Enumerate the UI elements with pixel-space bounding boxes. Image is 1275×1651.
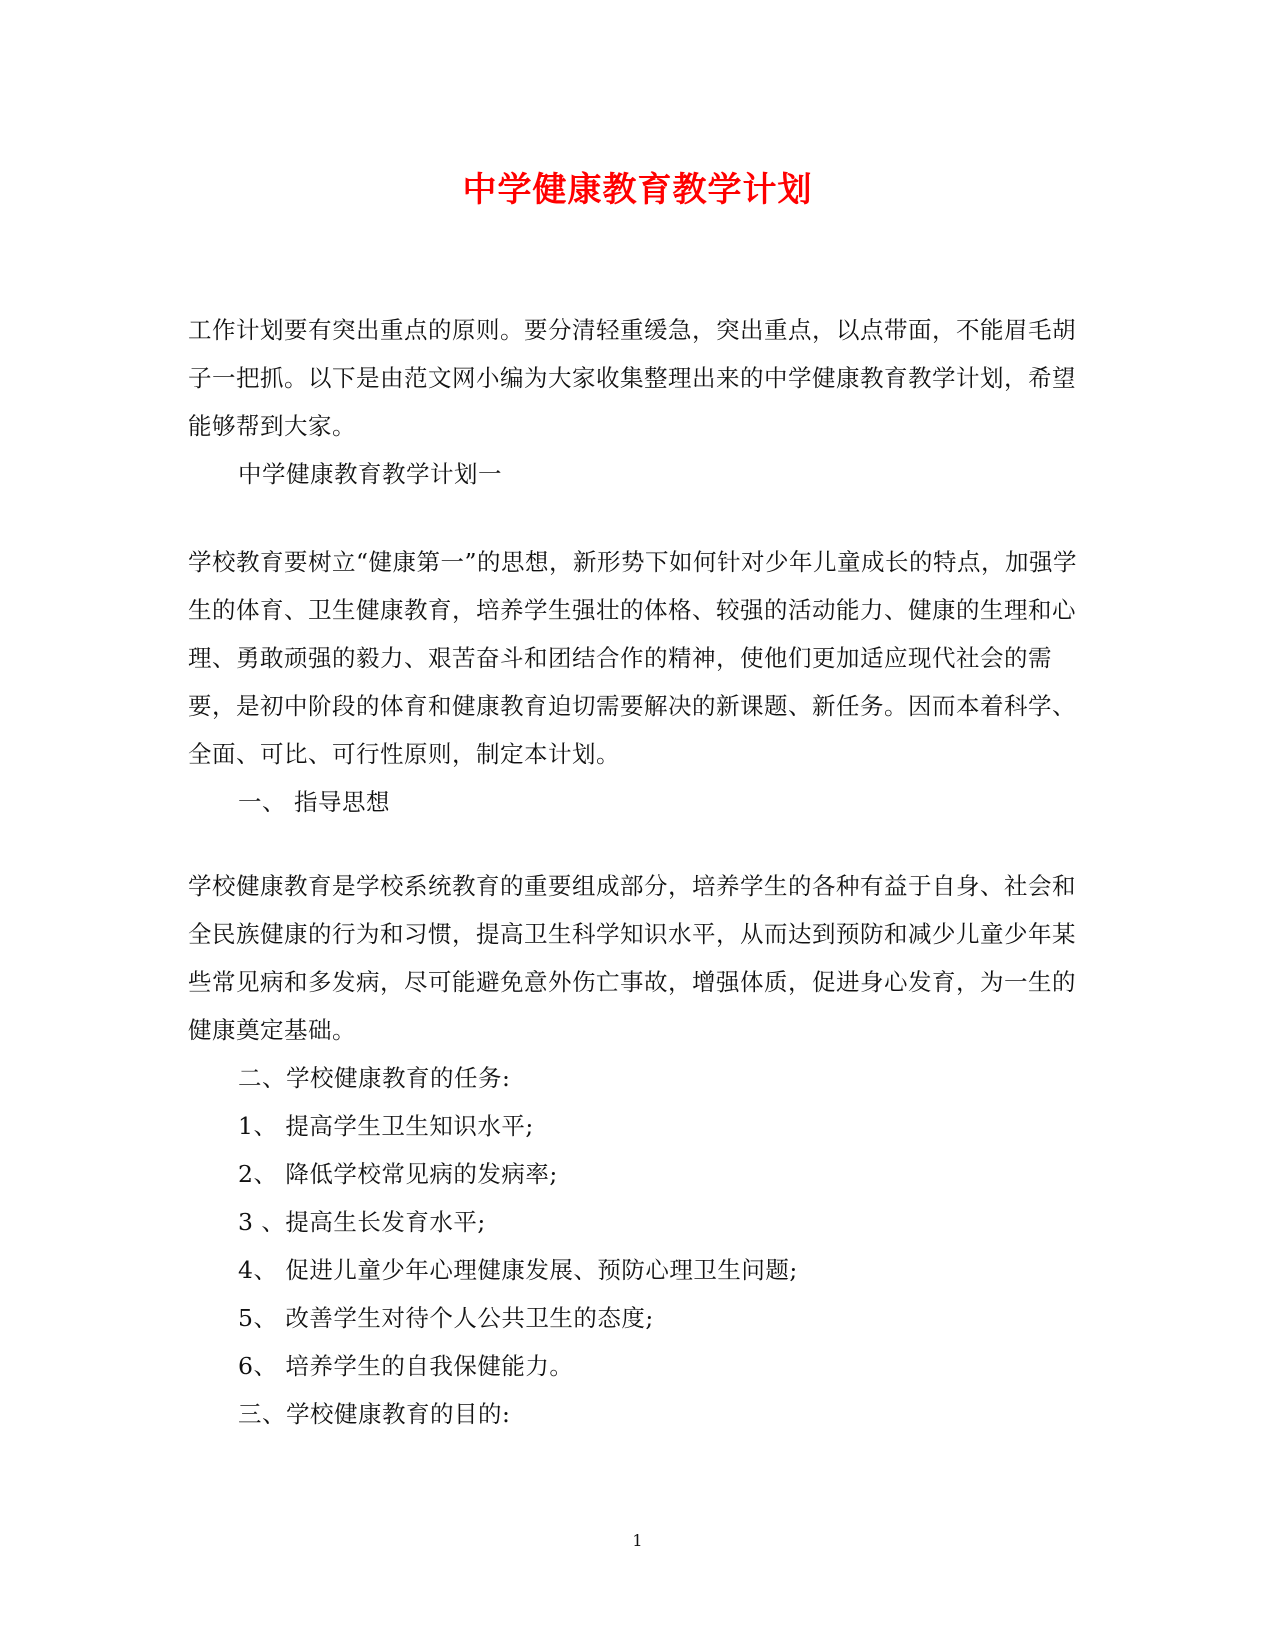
task-item-4: 4、 促进儿童少年心理健康发展、预防心理卫生问题; <box>238 1256 798 1284</box>
task-item-5: 5、 改善学生对待个人公共卫生的态度; <box>238 1304 654 1332</box>
task-item-6: 6、 培养学生的自我保健能力。 <box>238 1352 574 1380</box>
task-item-3: 3 、提高生长发育水平; <box>238 1208 486 1236</box>
section2-heading: 二、学校健康教育的任务: <box>238 1064 511 1092</box>
page-number: 1 <box>632 1531 643 1550</box>
section3-heading: 三、学校健康教育的目的: <box>238 1400 511 1428</box>
plan1-heading: 中学健康教育教学计划一 <box>238 460 502 488</box>
section1-heading: 一、 指导思想 <box>238 788 390 816</box>
task-item-1: 1、 提高学生卫生知识水平; <box>238 1112 534 1140</box>
guiding-paragraph: 学校健康教育是学校系统教育的重要组成部分，培养学生的各种有益于自身、社会和全民族健康的行为和习惯，提高卫生科学知识水平，从而达到预防和减少儿童少年某些常见病和多发病，尽可能避免意外伤亡事故，增强体质，促进身心发育，为一生的健康奠定基础。 <box>188 872 1076 1044</box>
intro-block <box>188 306 1088 498</box>
guiding-block <box>188 862 1088 1438</box>
task-item-2: 2、 降低学校常见病的发病率; <box>238 1160 558 1188</box>
intro-paragraph: 工作计划要有突出重点的原则。要分清轻重缓急，突出重点，以点带面，不能眉毛胡子一把抓。以下是由范文网小编为大家收集整理出来的中学健康教育教学计划，希望能够帮到大家。 <box>188 316 1076 440</box>
school-education-paragraph: 学校教育要树立“健康第一”的思想，新形势下如何针对少年儿童成长的特点，加强学生的体育、卫生健康教育，培养学生强壮的体格、较强的活动能力、健康的生理和心理、勇敢顽强的毅力、艰苦奋斗和团结合作的精神，使他们更加适应现代社会的需要，是初中阶段的体育和健康教育迫切需要解决的新课题、新任务。因而本着科学、全面、可比、可行性原则，制定本计划。 <box>188 548 1078 768</box>
school-education-block <box>188 538 1088 826</box>
document-title: 中学健康教育教学计划 <box>462 170 813 210</box>
